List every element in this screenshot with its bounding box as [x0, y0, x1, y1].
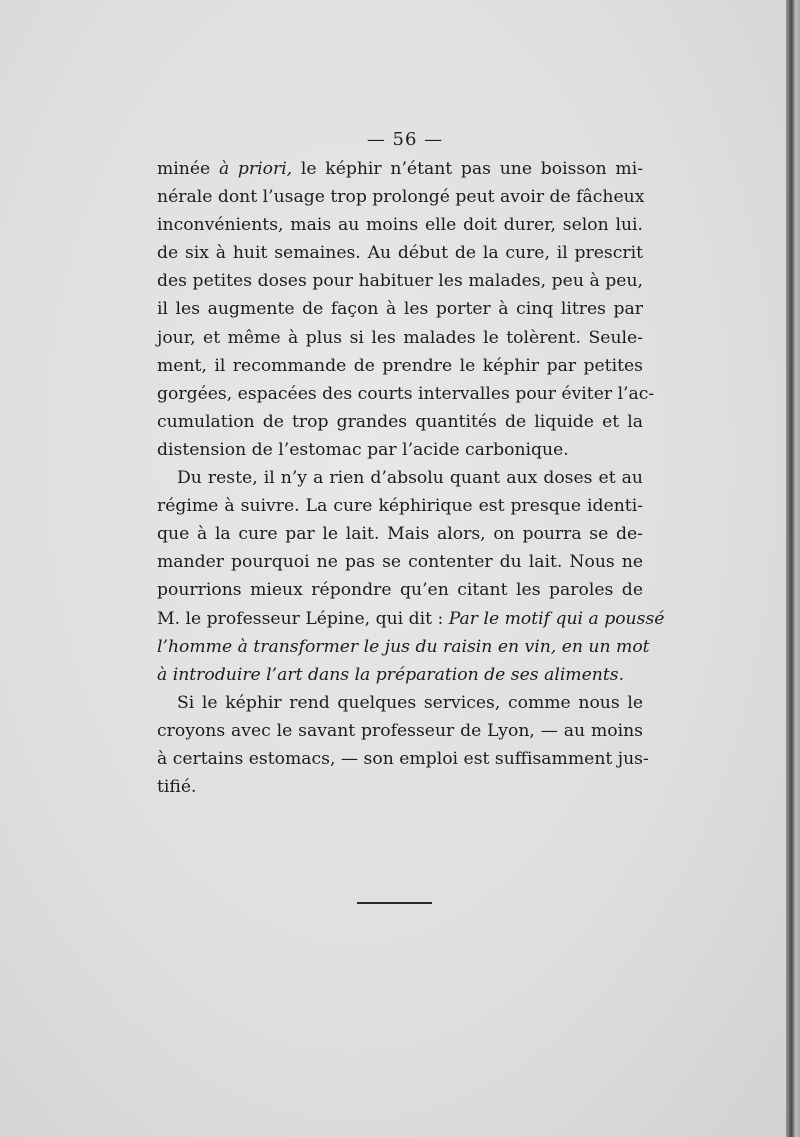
text-line: mander pourquoi ne pas se contenter du lait. Nous ne	[157, 552, 643, 573]
text-line: régime à suivre. La cure képhirique est presque identi-	[157, 496, 643, 517]
text-line: il les augmente de façon à les porter à cinq litres par	[157, 299, 643, 320]
text-line: nérale dont l’usage trop prolongé peut avoir de fâcheux	[157, 187, 645, 208]
text-line: des petites doses pour habituer les malades, peu à peu,	[157, 271, 643, 292]
text-line: M. le professeur Lépine, qui dit : Par le motif qui a poussé	[157, 608, 665, 629]
text-line: inconvénients, mais au moins elle doit durer, selon lui.	[157, 215, 643, 236]
text-line: gorgées, espacées des courts intervalles pour éviter l’ac-	[157, 383, 655, 404]
text-line: que à la cure par le lait. Mais alors, on pourra se de-	[157, 524, 643, 545]
text-line: minée à priori, le képhir n’étant pas une boisson mi-	[157, 159, 643, 179]
text-line: à introduire l’art dans la préparation de ses aliments.	[157, 664, 625, 685]
section-rule	[357, 902, 432, 904]
page-number: — 56 —	[366, 129, 444, 150]
text-line: croyons avec le savant professeur de Lyon, — au moins	[157, 720, 643, 741]
text-line: l’homme à transformer le jus du raisin en vin, en un mot	[157, 636, 650, 657]
text-line: à certains estomacs, — son emploi est suffisamment jus-	[157, 748, 649, 769]
text-line: jour, et même à plus si les malades le tolèrent. Seule-	[157, 327, 643, 348]
text-line: ment, il recommande de prendre le képhir par petites	[157, 355, 643, 376]
page-edge	[786, 0, 800, 1137]
text-line: cumulation de trop grandes quantités de liquide et la	[157, 411, 643, 432]
text-line: Du reste, il n’y a rien d’absolu quant aux doses et au	[177, 468, 643, 489]
text-line: Si le képhir rend quelques services, comme nous le	[177, 692, 643, 713]
text-line: distension de l’estomac par l’acide carbonique.	[157, 439, 569, 460]
page-text	[157, 125, 665, 801]
text-line: tifié.	[157, 777, 197, 798]
text-line: de six à huit semaines. Au début de la cure, il prescrit	[157, 243, 643, 264]
text-line: pourrions mieux répondre qu’en citant les paroles de	[157, 580, 643, 601]
